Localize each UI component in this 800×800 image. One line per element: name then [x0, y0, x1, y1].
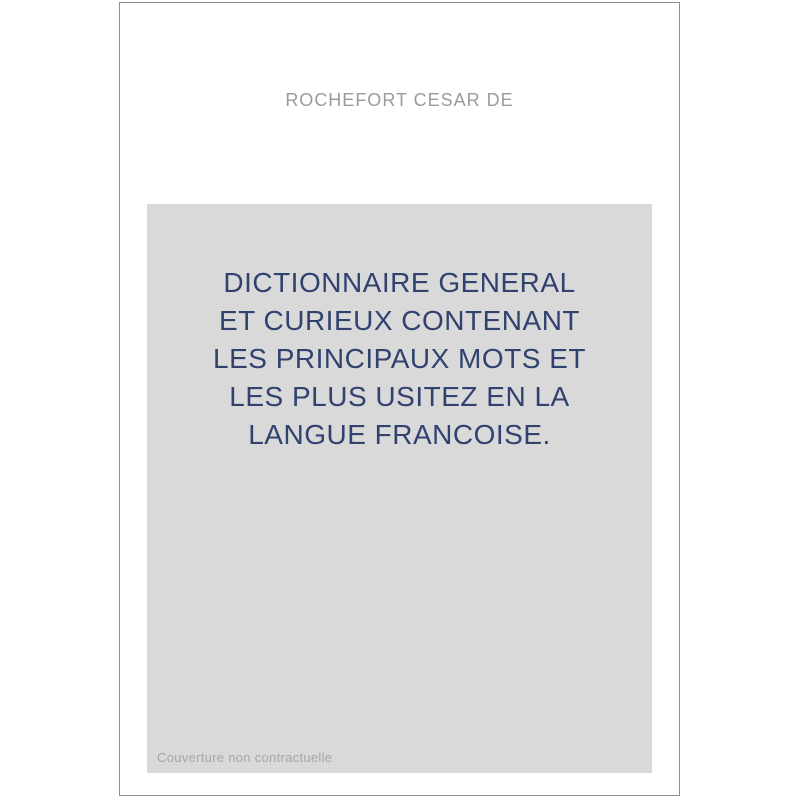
author-name: ROCHEFORT CESAR DE: [285, 90, 514, 110]
book-title-line: ET CURIEUX CONTENANT: [218, 305, 581, 336]
book-title-line: LES PRINCIPAUX MOTS ET: [213, 343, 586, 374]
book-title-line: LANGUE FRANCOISE.: [248, 419, 551, 450]
book-title: [147, 204, 652, 454]
book-cover-page: [119, 2, 680, 796]
book-title-line: LES PLUS USITEZ EN LA: [229, 381, 570, 412]
book-title-line: DICTIONNAIRE GENERAL: [223, 267, 576, 298]
cover-disclaimer-note: Couverture non contractuelle: [157, 750, 333, 765]
title-panel: [147, 204, 652, 773]
